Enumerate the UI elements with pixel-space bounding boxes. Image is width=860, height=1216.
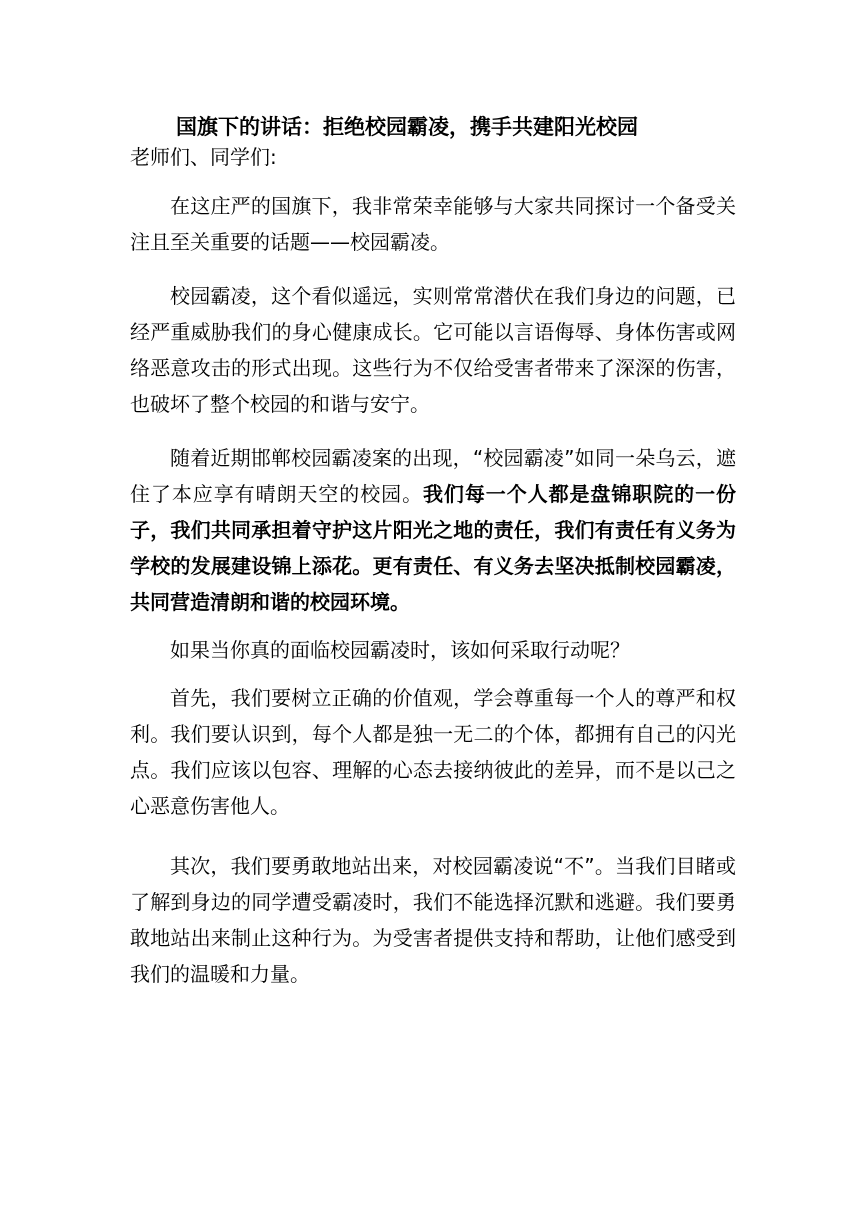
document-title: 国旗下的讲话：拒绝校园霸凌，携手共建阳光校园 <box>176 115 638 139</box>
paragraph-intro: 在这庄严的国旗下，我非常荣幸能够与大家共同探讨一个备受关注且至关重要的话题——校园霸凌。 <box>130 194 736 254</box>
document-page <box>130 112 736 992</box>
paragraph-responsibility <box>130 440 736 620</box>
paragraph-responsibility-text: 随着近期邯郸校园霸凌案的出现，“校园霸凌”如同一朵乌云，遮住了本应享有晴朗天空的校园。 <box>130 446 736 506</box>
paragraph-second: 其次，我们要勇敢地站出来，对校园霸凌说“不”。当我们目睹或了解到身边的同学遭受霸凌时，我们不能选择沉默和逃避。我们要勇敢地站出来制止这种行为。为受害者提供支持和帮助，让他们感受到我们的温暖和力量。 <box>130 854 736 986</box>
paragraph-definition: 校园霸凌，这个看似遥远，实则常常潜伏在我们身边的问题，已经严重威胁我们的身心健康成长。它可能以言语侮辱、身体伤害或网络恶意攻击的形式出现。这些行为不仅给受害者带来了深深的伤害，也破坏了整个校园的和谐与安宁。 <box>130 284 736 416</box>
paragraph-question: 如果当你真的面临校园霸凌时，该如何采取行动呢？ <box>170 638 630 662</box>
paragraph-responsibility-bold: 我们每一个人都是盘锦职院的一份子，我们共同承担着守护这片阳光之地的责任，我们有责任有义务为学校的发展建设锦上添花。更有责任、有义务去坚决抵制校园霸凌，共同营造清朗和谐的校园环境。 <box>130 482 736 614</box>
paragraph-first: 首先，我们要树立正确的价值观，学会尊重每一个人的尊严和权利。我们要认识到，每个人都是独一无二的个体，都拥有自己的闪光点。我们应该以包容、理解的心态去接纳彼此的差异，而不是以己之心恶意伤害他人。 <box>130 686 736 818</box>
salutation: 老师们、同学们: <box>130 145 277 169</box>
